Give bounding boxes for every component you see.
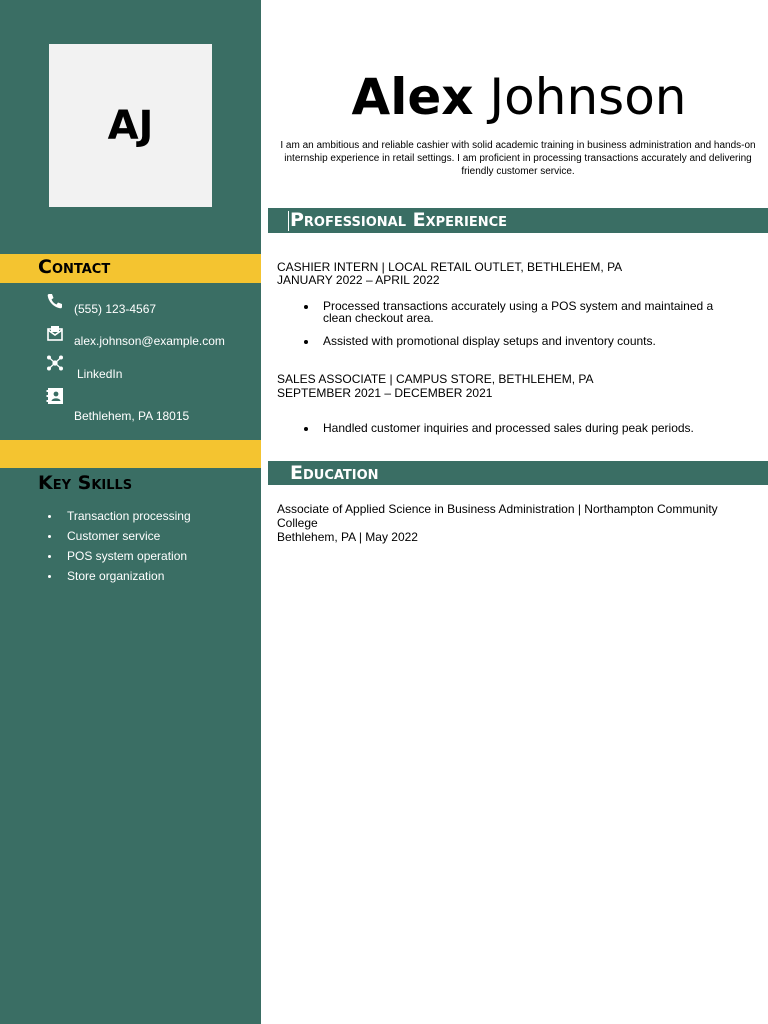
avatar: AJ (49, 44, 212, 207)
skills-list (44, 508, 191, 588)
job-bullet: Handled customer inquiries and processed sales during peak periods. (323, 422, 733, 434)
bullet-icon (48, 535, 51, 538)
contact-heading: Contact (38, 256, 111, 278)
contact-address: Bethlehem, PA 18015 (74, 409, 190, 423)
skill-item: POS system operation (44, 548, 191, 568)
contact-phone[interactable]: (555) 123-4567 (74, 302, 157, 316)
summary: I am an ambitious and reliable cashier with solid academic training in business administration and hands-on internship experience in retail settings. I am proficient in processing transactions accurately and delivering friendly customer service. (280, 140, 756, 177)
contact-email[interactable]: alex.johnson@example.com (74, 334, 225, 348)
job-bullet: Assisted with promotional display setups and inventory counts. (323, 335, 733, 347)
address-card-icon (46, 387, 64, 405)
bullet-icon (48, 515, 51, 518)
last-name: Johnson (489, 68, 687, 126)
phone-icon (46, 292, 64, 310)
heading-divider (288, 211, 289, 231)
education-heading: Education (290, 462, 379, 484)
skill-item: Customer service (44, 528, 191, 548)
experience-heading: Professional Experience (290, 209, 508, 231)
job-title: CASHIER INTERN | LOCAL RETAIL OUTLET, BETHLEHEM, PA (277, 260, 623, 274)
education-entry (277, 502, 747, 544)
skill-item: Store organization (44, 568, 191, 588)
bullet-icon (304, 427, 308, 431)
degree: Associate of Applied Science in Business Administration | Northampton Community College (277, 502, 718, 530)
sidebar (0, 0, 261, 1024)
email-icon (46, 324, 64, 342)
bullet-icon (304, 340, 308, 344)
job-dates: SEPTEMBER 2021 – DECEMBER 2021 (277, 386, 493, 400)
skill-item: Transaction processing (44, 508, 191, 528)
bullet-icon (48, 555, 51, 558)
bullet-icon (48, 575, 51, 578)
experience-section-bar (268, 208, 768, 233)
job-dates: JANUARY 2022 – APRIL 2022 (277, 273, 440, 287)
contact-linkedin[interactable]: LinkedIn (77, 367, 123, 381)
skills-band (0, 440, 261, 468)
education-section-bar (268, 461, 768, 485)
linkedin-icon (46, 354, 64, 372)
job-bullet: Processed transactions accurately using a POS system and maintained a clean checkout area. (323, 300, 733, 324)
skills-heading: Key Skills (38, 472, 133, 494)
education-location-date: Bethlehem, PA | May 2022 (277, 530, 418, 544)
first-name: Alex (351, 68, 474, 126)
job-title: SALES ASSOCIATE | CAMPUS STORE, BETHLEHEM, PA (277, 372, 594, 386)
bullet-icon (304, 305, 308, 309)
candidate-name (270, 68, 768, 126)
